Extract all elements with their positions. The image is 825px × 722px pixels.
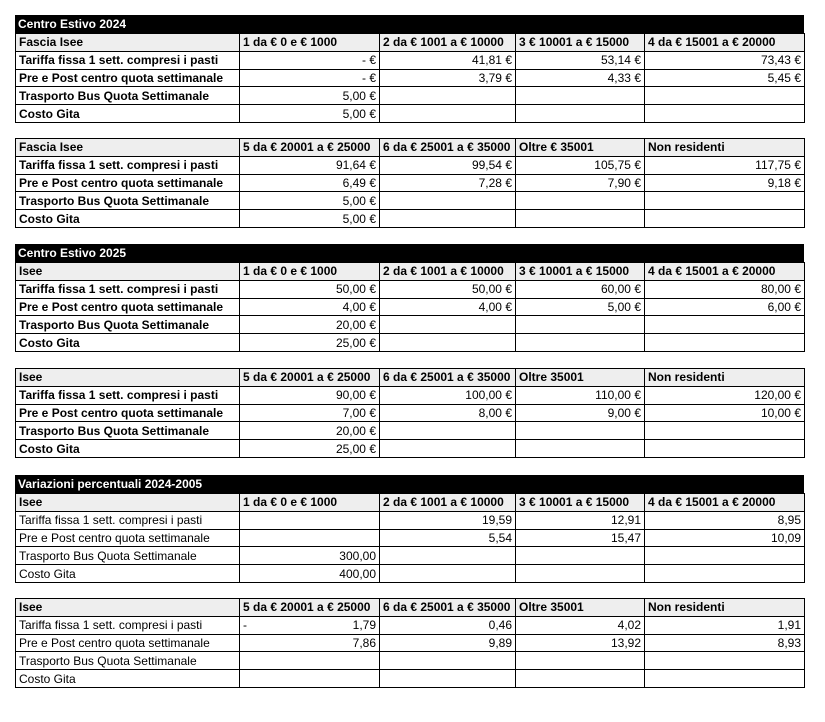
table-row	[16, 174, 805, 192]
value-cell: 80,00 €	[645, 280, 805, 298]
table-row	[16, 634, 805, 652]
value-cell: 5,54	[380, 529, 516, 547]
value-cell	[645, 670, 805, 688]
value-cell: 25,00 €	[240, 440, 380, 458]
table-row	[16, 156, 805, 174]
fee-table	[15, 138, 805, 228]
value-cell: 9,89	[380, 634, 516, 652]
table-row	[16, 616, 805, 634]
header-row	[16, 369, 805, 387]
table-row	[16, 422, 805, 440]
table-row	[16, 547, 805, 565]
value-cell	[645, 210, 805, 228]
value-cell: - €	[240, 69, 380, 87]
header-cell: 1 da € 0 e € 1000	[240, 494, 380, 512]
value-cell	[516, 210, 645, 228]
value-text: 1,79	[352, 618, 376, 633]
value-cell	[380, 565, 516, 583]
value-cell: 5,00 €	[240, 105, 380, 123]
table-row	[16, 69, 805, 87]
value-cell	[380, 210, 516, 228]
value-cell	[645, 422, 805, 440]
value-cell: 117,75 €	[645, 156, 805, 174]
row-label: Pre e Post centro quota settimanale	[16, 634, 240, 652]
negative-sign: -	[243, 618, 247, 633]
value-cell: 400,00	[240, 565, 380, 583]
header-cell: Fascia Isee	[16, 139, 240, 157]
fee-table	[15, 493, 805, 583]
table-row	[16, 316, 805, 334]
table-row	[16, 404, 805, 422]
header-cell: 2 da € 1001 a € 10000	[380, 34, 516, 52]
header-row	[16, 34, 805, 52]
value-cell: 105,75 €	[516, 156, 645, 174]
row-label: Pre e Post centro quota settimanale	[16, 404, 240, 422]
value-cell: 15,47	[516, 529, 645, 547]
value-cell	[645, 547, 805, 565]
value-cell	[380, 334, 516, 352]
table-row	[16, 511, 805, 529]
row-label: Costo Gita	[16, 565, 240, 583]
header-cell: 4 da € 15001 a € 20000	[645, 494, 805, 512]
header-cell: 4 da € 15001 a € 20000	[645, 34, 805, 52]
value-cell: 99,54 €	[380, 156, 516, 174]
table-row	[16, 652, 805, 670]
value-cell: 12,91	[516, 511, 645, 529]
header-cell: Isee	[16, 494, 240, 512]
value-cell: 6,00 €	[645, 298, 805, 316]
header-cell: 3 € 10001 a € 15000	[516, 34, 645, 52]
value-cell	[240, 670, 380, 688]
section-title-2025: Centro Estivo 2025	[15, 244, 804, 262]
header-cell: 1 da € 0 e € 1000	[240, 34, 380, 52]
row-label: Trasporto Bus Quota Settimanale	[16, 422, 240, 440]
row-label: Tariffa fissa 1 sett. compresi i pasti	[16, 386, 240, 404]
row-label: Trasporto Bus Quota Settimanale	[16, 547, 240, 565]
value-cell: 4,00 €	[240, 298, 380, 316]
value-cell: 20,00 €	[240, 422, 380, 440]
row-label: Tariffa fissa 1 sett. compresi i pasti	[16, 280, 240, 298]
value-cell: 8,95	[645, 511, 805, 529]
value-cell	[516, 316, 645, 334]
value-cell: 10,00 €	[645, 404, 805, 422]
value-cell	[516, 652, 645, 670]
value-cell: 110,00 €	[516, 386, 645, 404]
header-row	[16, 599, 805, 617]
value-cell: 13,92	[516, 634, 645, 652]
value-cell: 25,00 €	[240, 334, 380, 352]
header-row	[16, 494, 805, 512]
value-cell: 41,81 €	[380, 51, 516, 69]
value-cell	[645, 105, 805, 123]
value-cell	[380, 440, 516, 458]
value-cell: 7,90 €	[516, 174, 645, 192]
header-cell: Non residenti	[645, 369, 805, 387]
value-cell	[645, 565, 805, 583]
header-cell: Oltre 35001	[516, 369, 645, 387]
row-label: Pre e Post centro quota settimanale	[16, 529, 240, 547]
header-cell: 3 € 10001 a € 15000	[516, 263, 645, 281]
table-row	[16, 105, 805, 123]
value-cell: 9,18 €	[645, 174, 805, 192]
row-label: Trasporto Bus Quota Settimanale	[16, 87, 240, 105]
value-cell	[516, 565, 645, 583]
value-cell	[380, 105, 516, 123]
value-cell: 9,00 €	[516, 404, 645, 422]
fee-table	[15, 368, 805, 458]
table-row	[16, 192, 805, 210]
value-cell: 5,00 €	[240, 210, 380, 228]
table-variations-part1	[15, 475, 804, 583]
value-cell	[516, 670, 645, 688]
table-row	[16, 440, 805, 458]
value-cell: 5,00 €	[240, 192, 380, 210]
value-cell: 10,09	[645, 529, 805, 547]
value-cell	[240, 529, 380, 547]
value-cell	[516, 440, 645, 458]
value-cell: 8,93	[645, 634, 805, 652]
header-cell: 2 da € 1001 a € 10000	[380, 494, 516, 512]
row-label: Costo Gita	[16, 105, 240, 123]
value-cell: 73,43 €	[645, 51, 805, 69]
value-cell	[380, 87, 516, 105]
header-row	[16, 263, 805, 281]
header-cell: Oltre € 35001	[516, 139, 645, 157]
value-cell: 6,49 €	[240, 174, 380, 192]
value-cell: 5,00 €	[240, 87, 380, 105]
header-cell: 1 da € 0 e € 1000	[240, 263, 380, 281]
value-cell: 5,00 €	[516, 298, 645, 316]
value-cell: 7,28 €	[380, 174, 516, 192]
value-cell: 0,46	[380, 616, 516, 634]
value-cell: 50,00 €	[240, 280, 380, 298]
header-cell: Isee	[16, 263, 240, 281]
section-title-2024: Centro Estivo 2024	[15, 15, 804, 33]
value-cell: 1,91	[645, 616, 805, 634]
value-cell	[380, 422, 516, 440]
value-cell	[380, 670, 516, 688]
table-row	[16, 210, 805, 228]
value-cell	[645, 87, 805, 105]
value-cell: 4,33 €	[516, 69, 645, 87]
table-2025-part1	[15, 244, 804, 352]
header-cell: 5 da € 20001 a € 25000	[240, 369, 380, 387]
value-cell	[645, 316, 805, 334]
header-cell: Non residenti	[645, 599, 805, 617]
header-cell: 3 € 10001 a € 15000	[516, 494, 645, 512]
row-label: Costo Gita	[16, 670, 240, 688]
header-cell: Oltre 35001	[516, 599, 645, 617]
header-cell: 6 da € 25001 a € 35000	[380, 369, 516, 387]
value-cell: 20,00 €	[240, 316, 380, 334]
value-cell	[516, 547, 645, 565]
value-cell: 8,00 €	[380, 404, 516, 422]
row-label: Tariffa fissa 1 sett. compresi i pasti	[16, 511, 240, 529]
row-label: Trasporto Bus Quota Settimanale	[16, 652, 240, 670]
value-cell: 50,00 €	[380, 280, 516, 298]
value-cell	[240, 652, 380, 670]
value-cell	[516, 334, 645, 352]
value-cell	[516, 87, 645, 105]
value-cell: 60,00 €	[516, 280, 645, 298]
value-cell: 300,00	[240, 547, 380, 565]
row-label: Trasporto Bus Quota Settimanale	[16, 192, 240, 210]
header-cell: 4 da € 15001 a € 20000	[645, 263, 805, 281]
value-cell	[645, 652, 805, 670]
value-cell	[240, 616, 380, 634]
header-cell: Isee	[16, 599, 240, 617]
table-row	[16, 386, 805, 404]
value-cell	[380, 316, 516, 334]
value-cell	[380, 652, 516, 670]
value-cell: 7,86	[240, 634, 380, 652]
value-cell: 90,00 €	[240, 386, 380, 404]
table-2024-part1	[15, 15, 804, 123]
value-cell	[645, 334, 805, 352]
row-label: Costo Gita	[16, 440, 240, 458]
header-cell: 2 da € 1001 a € 10000	[380, 263, 516, 281]
row-label: Pre e Post centro quota settimanale	[16, 69, 240, 87]
row-label: Tariffa fissa 1 sett. compresi i pasti	[16, 616, 240, 634]
header-cell: Isee	[16, 369, 240, 387]
value-cell: 4,02	[516, 616, 645, 634]
table-2025-part2	[15, 368, 804, 458]
table-row	[16, 51, 805, 69]
header-cell: 6 da € 25001 a € 35000	[380, 599, 516, 617]
row-label: Tariffa fissa 1 sett. compresi i pasti	[16, 156, 240, 174]
row-label: Pre e Post centro quota settimanale	[16, 298, 240, 316]
section-title-variations: Variazioni percentuali 2024-2005	[15, 475, 804, 493]
value-cell	[240, 511, 380, 529]
table-variations-part2	[15, 598, 804, 688]
row-label: Tariffa fissa 1 sett. compresi i pasti	[16, 51, 240, 69]
table-row	[16, 334, 805, 352]
value-cell	[645, 440, 805, 458]
header-cell: Non residenti	[645, 139, 805, 157]
header-cell: 5 da € 20001 a € 25000	[240, 139, 380, 157]
table-row	[16, 565, 805, 583]
value-cell: 4,00 €	[380, 298, 516, 316]
row-label: Pre e Post centro quota settimanale	[16, 174, 240, 192]
value-cell: 91,64 €	[240, 156, 380, 174]
table-row	[16, 298, 805, 316]
value-cell: 3,79 €	[380, 69, 516, 87]
table-2024-part2	[15, 138, 804, 228]
value-cell	[516, 192, 645, 210]
fee-table	[15, 33, 805, 123]
value-cell: 5,45 €	[645, 69, 805, 87]
value-cell	[380, 192, 516, 210]
row-label: Trasporto Bus Quota Settimanale	[16, 316, 240, 334]
value-cell: 120,00 €	[645, 386, 805, 404]
table-row	[16, 670, 805, 688]
header-cell: 5 da € 20001 a € 25000	[240, 599, 380, 617]
fee-table	[15, 262, 805, 352]
fee-table	[15, 598, 805, 688]
row-label: Costo Gita	[16, 334, 240, 352]
value-cell: 100,00 €	[380, 386, 516, 404]
value-cell	[516, 105, 645, 123]
value-cell	[645, 192, 805, 210]
value-cell: 19,59	[380, 511, 516, 529]
value-cell	[516, 422, 645, 440]
value-cell: 53,14 €	[516, 51, 645, 69]
value-cell: 7,00 €	[240, 404, 380, 422]
value-cell	[380, 547, 516, 565]
header-cell: 6 da € 25001 a € 35000	[380, 139, 516, 157]
table-row	[16, 87, 805, 105]
table-row	[16, 529, 805, 547]
table-row	[16, 280, 805, 298]
value-cell: - €	[240, 51, 380, 69]
header-cell: Fascia Isee	[16, 34, 240, 52]
row-label: Costo Gita	[16, 210, 240, 228]
header-row	[16, 139, 805, 157]
